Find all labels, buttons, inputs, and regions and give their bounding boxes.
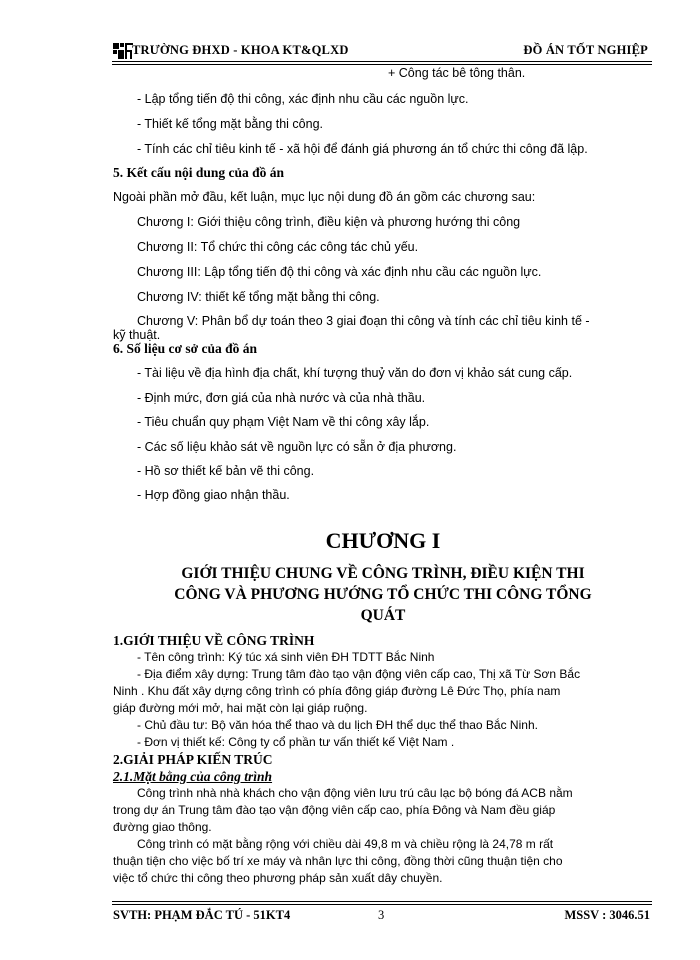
chapter-subtitle-line: CÔNG VÀ PHƯƠNG HƯỚNG TỔ CHỨC THI CÔNG TỔNG [174,586,592,603]
list-item: - Các số liệu khảo sát về nguồn lực có sẵn ở địa phương. [137,440,457,454]
footer-rule-thin [112,904,652,905]
chapter-title: CHƯƠNG I [325,528,441,553]
subsection-heading-2-1: 2.1.Mặt bằng của công trình [113,769,273,784]
footer-student-id: MSSV : 3046.51 [564,908,650,922]
list-item: - Tài liệu về địa hình địa chất, khí tượng thuỷ văn do đơn vị khảo sát cung cấp. [137,366,573,380]
body-line: đường giao thông. [113,820,212,834]
body-line: việc tổ chức thi công theo phương pháp sản xuất dây chuyền. [113,871,443,885]
page-number: 3 [378,908,385,922]
chapter-subtitle-line: QUÁT [360,607,406,624]
page-header [112,40,652,62]
header-school: TRƯỜNG ĐHXD - KHOA KT&QLXD [132,43,349,57]
list-item: - Hợp đồng giao nhận thầu. [137,488,290,502]
chapter-list-item: Chương V: Phân bổ dự toán theo 3 giai đoạn thi công và tính các chỉ tiêu kinh tế - [137,314,590,328]
list-item: - Định mức, đơn giá của nhà nước và của nhà thầu. [137,391,426,405]
body-line: - Lập tổng tiến độ thi công, xác định nhu cầu các nguồn lực. [137,92,469,106]
section-heading-1: 1.GIỚI THIỆU VỀ CÔNG TRÌNH [113,633,315,648]
header-doc-type: ĐỒ ÁN TỐT NGHIỆP [523,43,648,57]
body-line: trong dự án Trung tâm đào tạo vận động viên cấp cao, phía Đông và Nam đều giáp [113,803,556,817]
chapter-list-item: Chương IV: thiết kế tổng mặt bằng thi công. [137,290,380,304]
body-line: thuận tiện cho việc bố trí xe máy và nhân lực thi công, đồng thời cũng thuận tiện cho [113,854,563,868]
body-line: Ngoài phần mở đầu, kết luận, mục lục nội dung đồ án gồm các chương sau: [113,190,536,204]
chapter-list-item: Chương III: Lập tổng tiến độ thi công và xác định nhu cầu các nguồn lực. [137,265,542,279]
section-heading-2: 2.GIẢI PHÁP KIẾN TRÚC [113,752,273,767]
chapter-subtitle [110,563,656,626]
body-line: giáp đường mới mở, hai mặt còn lại giáp ruộng. [113,701,368,715]
body-line: Công trình nhà nhà khách cho vận động viên lưu trú câu lạc bộ bóng đá ACB nằm [137,786,573,800]
chapter-subtitle-line: GIỚI THIỆU CHUNG VỀ CÔNG TRÌNH, ĐIỀU KIỆN THI [181,565,585,582]
chapter-list-item-cont: kỹ thuật. [113,328,161,342]
chapter-list-item: Chương I: Giới thiệu công trình, điều kiện và phương hướng thi công [137,215,521,229]
header-rule-thin [112,64,652,65]
body-line: - Tên công trình: Ký túc xá sinh viên ĐH TDTT Bắc Ninh [137,650,435,664]
body-line: Công trình có mặt bằng rộng với chiều dài 49,8 m và chiều rộng là 24,78 m rất [137,837,554,851]
section-heading-6: 6. Số liệu cơ sở của đồ án [113,341,257,356]
footer-student: SVTH: PHẠM ĐẮC TÚ - 51KT4 [113,908,291,922]
list-item: - Hồ sơ thiết kế bản vẽ thi công. [137,464,315,478]
chapter-list-item: Chương II: Tổ chức thi công các công tác chủ yếu. [137,240,419,254]
body-line: - Chủ đầu tư: Bộ văn hóa thể thao và du lịch ĐH thể dục thể thao Bắc Ninh. [137,718,538,732]
footer-rule [112,901,652,902]
body-line: + Công tác bê tông thân. [388,66,526,80]
body-line: - Đơn vị thiết kế: Công ty cổ phần tư vấn thiết kế Việt Nam . [137,735,455,749]
body-line: Ninh . Khu đất xây dựng công trình có phía đông giáp đường Lê Đức Thọ, phía nam [113,684,561,698]
body-line: - Thiết kế tổng mặt bằng thi công. [137,117,323,131]
body-line: - Địa điểm xây dựng: Trung tâm đào tạo vận động viên cấp cao, Thị xã Từ Sơn Bắc [137,667,581,681]
header-rule [112,61,652,62]
section-heading-5: 5. Kết cấu nội dung của đồ án [113,165,285,180]
list-item: - Tiêu chuẩn quy phạm Việt Nam về thi công xây lắp. [137,415,430,429]
body-line: - Tính các chỉ tiêu kinh tế - xã hội để đánh giá phương án tổ chức thi công đã lập. [137,142,588,156]
